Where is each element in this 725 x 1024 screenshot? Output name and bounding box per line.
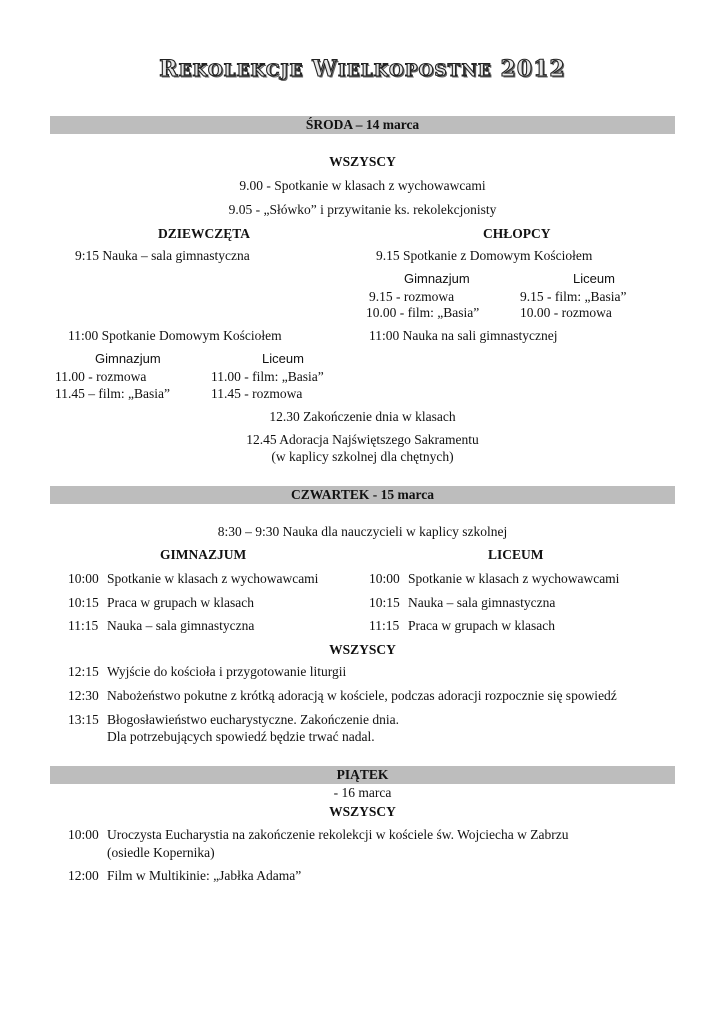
girls-lic-item: 11.45 - rozmowa	[211, 386, 303, 401]
boys-lic-item: 10.00 - rozmowa	[520, 305, 612, 320]
girls-lic-header: Liceum	[262, 351, 304, 366]
sroda-end-item: 12.30 Zakończenie dnia w klasach	[269, 409, 456, 424]
gim-time: 11:15	[68, 618, 99, 633]
lic-header: LICEUM	[488, 547, 544, 562]
lic-text: Praca w grupach w klasach	[408, 618, 555, 633]
girls-gim-item: 11.00 - rozmowa	[55, 369, 147, 384]
sroda-end-item: 12.45 Adoracja Najświętszego Sakramentu	[246, 432, 479, 447]
sroda-all-item: 9.00 - Spotkanie w klasach z wychowawcami	[239, 178, 486, 193]
girls-gim-item: 11.45 – film: „Basia”	[55, 386, 170, 401]
gim-time: 10:00	[68, 571, 99, 586]
all-text: Film w Multikinie: „Jabłka Adama”	[107, 868, 302, 883]
sroda-all-item: 9.05 - „Słówko” i przywitanie ks. rekolekcjonisty	[228, 202, 497, 217]
day-header-czwartek: CZWARTEK - 15 marca	[50, 486, 675, 504]
gim-text: Praca w grupach w klasach	[107, 595, 254, 610]
lic-time: 10:00	[369, 571, 400, 586]
gim-text: Nauka – sala gimnastyczna	[107, 618, 255, 633]
all-text-cont: Dla potrzebujących spowiedź będzie trwać nadal.	[107, 729, 375, 744]
day-header-sroda: ŚRODA – 14 marca	[50, 116, 675, 134]
gim-text: Spotkanie w klasach z wychowawcami	[107, 571, 319, 586]
lic-time: 11:15	[369, 618, 400, 633]
boys-gim-item: 9.15 - rozmowa	[369, 289, 455, 304]
all-text: Uroczysta Eucharystia na zakończenie rekolekcji w kościele św. Wojciecha w Zabrzu	[107, 827, 569, 842]
all-time: 10:00	[68, 827, 99, 842]
all-time: 13:15	[68, 712, 99, 727]
lic-time: 10:15	[369, 595, 400, 610]
girls-lic-item: 11.00 - film: „Basia”	[211, 369, 324, 384]
czwartek-all-header: WSZYSCY	[329, 642, 396, 657]
sroda-all-header: WSZYSCY	[329, 154, 396, 169]
boys-gim-header: Gimnazjum	[404, 271, 470, 286]
all-text: Nabożeństwo pokutne z krótką adoracją w kościele, podczas adoracji rozpocznie się spowiedź	[107, 688, 617, 703]
page-title: REKOLEKCJE WIELKOPOSTNE 2012	[159, 56, 566, 82]
gim-header: GIMNAZJUM	[160, 547, 247, 562]
lic-text: Spotkanie w klasach z wychowawcami	[408, 571, 620, 586]
girls-item: 11:00 Spotkanie Domowym Kościołem	[68, 328, 282, 343]
boys-gim-item: 10.00 - film: „Basia”	[366, 305, 480, 320]
piatek-all-header: WSZYSCY	[329, 804, 396, 819]
boys-lic-header: Liceum	[573, 271, 615, 286]
all-text: Wyjście do kościoła i przygotowanie liturgii	[107, 664, 347, 679]
boys-header: CHŁOPCY	[483, 226, 551, 241]
all-text-cont: (osiedle Kopernika)	[107, 845, 215, 860]
girls-header: DZIEWCZĘTA	[158, 226, 251, 241]
sroda-end-item: (w kaplicy szkolnej dla chętnych)	[271, 449, 454, 464]
all-text: Błogosławieństwo eucharystyczne. Zakończenie dnia.	[107, 712, 400, 727]
all-time: 12:15	[68, 664, 99, 679]
all-time: 12:30	[68, 688, 99, 703]
boys-lic-item: 9.15 - film: „Basia”	[520, 289, 627, 304]
day-header-piatek: PIĄTEK - 16 marca	[50, 766, 675, 784]
lic-text: Nauka – sala gimnastyczna	[408, 595, 556, 610]
all-time: 12:00	[68, 868, 99, 883]
girls-item: 9:15 Nauka – sala gimnastyczna	[75, 248, 250, 263]
girls-gim-header: Gimnazjum	[95, 351, 161, 366]
boys-item: 9.15 Spotkanie z Domowym Kościołem	[376, 248, 593, 263]
gim-time: 10:15	[68, 595, 99, 610]
teachers-item: 8:30 – 9:30 Nauka dla nauczycieli w kaplicy szkolnej	[217, 524, 508, 539]
boys-item: 11:00 Nauka na sali gimnastycznej	[369, 328, 558, 343]
